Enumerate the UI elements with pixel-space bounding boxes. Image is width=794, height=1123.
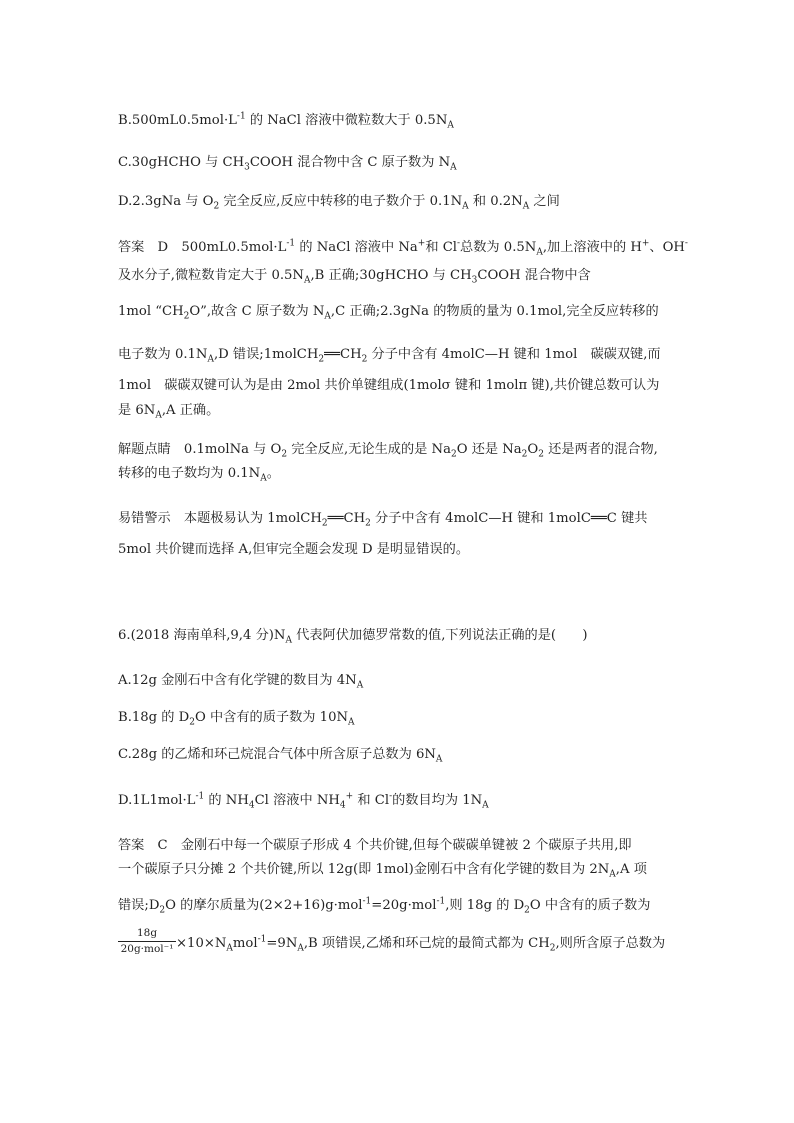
tip-line-2: 转移的电子数均为 $0.1N_A$。 xyxy=(118,466,280,484)
option-d: D.2.3gNa 与 $O_2$ 完全反应,反应中转移的电子数介于 $0.1N_A$ 和 $0.2N_A$ 之间 xyxy=(118,194,560,212)
q6-answer-line-1: 答案 C 金刚石中每一个碳原子形成 4 个共价键,但每个碳碳单键被 2 个碳原子共用,即 xyxy=(118,838,632,853)
warning-line-1: 易错警示 本题极易认为 $1molCH_2══CH_2$ 分子中含有 4molC—H 键和 1molC══C 键共 xyxy=(118,511,648,529)
answer-line-6: 是 $6N_A,A$ 正确。 xyxy=(118,403,220,421)
q6-option-a: A.12g 金刚石中含有化学键的数目为 $4N_A$ xyxy=(118,673,364,691)
option-c: C.30gHCHO 与 $CH_3COOH$ 混合物中含 C 原子数为 $N_A$ xyxy=(118,155,457,173)
q6-option-c: C.28g 的乙烯和环己烷混合气体中所含原子总数为 $6N_A$ xyxy=(118,747,443,765)
fraction-numerator: 18g xyxy=(118,927,176,942)
q6-answer-line-3: 错误$;D_2O$ 的摩尔质量为(2×2+16)g·mol$^{-1}$=20g·mol$^{-1}$,则 18g 的 $D_2O$ 中含有的质子数为 xyxy=(118,896,651,916)
option-b: $B.500mL0.5mol\cdot L^{-1}$ 的 NaCl 溶液中微粒数大于 $0.5N_A$ xyxy=(118,111,454,131)
q6-answer-line-4: $\times 10\times N_Amol^{-1}=9N_A,B$ 项错误,乙烯和环己烷的最简式都为 $CH_2$,则所含原子总数为 xyxy=(176,934,666,954)
answer-line-2: 及水分子,微粒数肯定大于 $0.5N_A,B$ 正确;30gHCHO 与 $CH_3COOH$ 混合物中含 xyxy=(118,268,591,286)
q6-answer-line-2: 一个碳原子只分摊 2 个共价键,所以 12g(即 1mol)金刚石中含有化学键的数目为 $2N_A,A$ 项 xyxy=(118,862,647,880)
tip-line-1: 解题点睛 0.1molNa 与 $O_2$ 完全反应,无论生成的是 $Na_2O$ 还是 $Na_2O_2$ 还是两者的混合物, xyxy=(118,442,658,460)
answer-line-4: 电子数为 $0.1N_A,D$ 错误$;1molCH_2══CH_2$ 分子中含有 4molC—H 键和 1mol 碳碳双键,而 xyxy=(118,347,661,365)
fraction-denominator: 20g·mol⁻¹ xyxy=(120,943,174,955)
q6-option-b: B.18g 的 $D_2O$ 中含有的质子数为 $10N_A$ xyxy=(118,710,355,728)
answer-line-5: 1mol 碳碳双键可认为是由 2mol 共价单键组成(1molσ 键和 1molπ 键),共价键总数可认为 xyxy=(118,378,660,393)
warning-line-2: 5mol 共价键而选择 A,但审完全题会发现 D 是明显错误的。 xyxy=(118,542,470,557)
question-6-stem: 6.(2018 海南单科,9,4 分)$N_A$ 代表阿伏加德罗常数的值,下列说法正确的是( ) xyxy=(118,628,588,646)
q6-option-d: $D.1L1mol\cdot L^{-1}$ 的 $NH_4Cl$ 溶液中 $NH_4^+$ 和 Cl-的数目均为 $1N_A$ xyxy=(118,791,489,811)
answer-line-1: 答案 D $500mL0.5mol\cdot L^{-1}$ 的 NaCl 溶液中 Na+和 Cl-总数为 $0.5N_A$,加上溶液中的 H+、OH- xyxy=(118,238,688,258)
fraction-expression xyxy=(118,927,176,956)
answer-line-3: 1mol “$CH_2O$”,故含 C 原子数为 $N_A,C$ 正确;2.3gNa 的物质的量为 0.1mol,完全反应转移的 xyxy=(118,304,659,322)
